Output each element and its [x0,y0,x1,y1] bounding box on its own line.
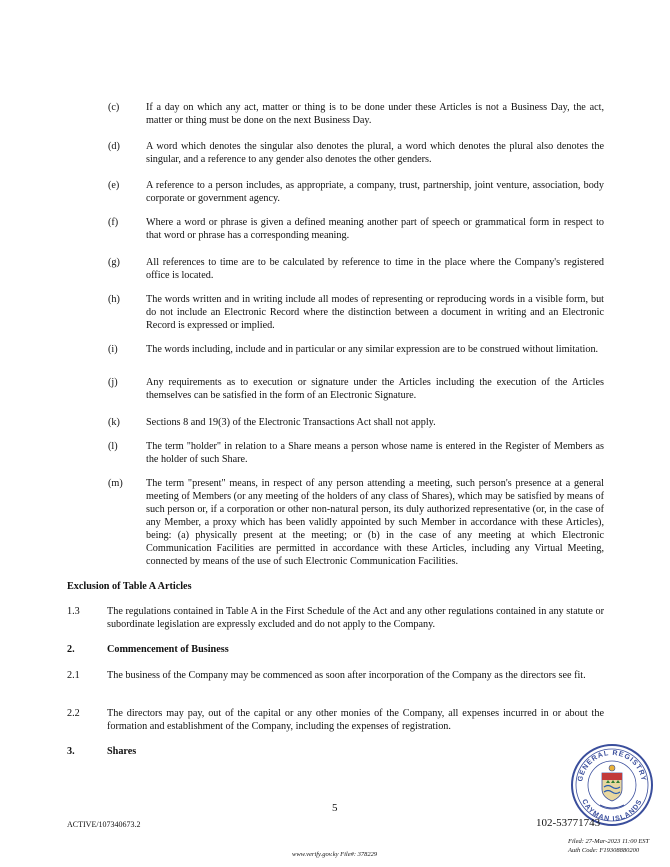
definition-label: (f) [108,217,119,228]
definition-label: (j) [108,377,118,388]
definition-label: (h) [108,294,120,305]
definition-label: (c) [108,102,120,113]
definition-label: (i) [108,344,118,355]
definition-label: (k) [108,417,120,428]
section-title: Shares [107,746,137,757]
definition-text: Where a word or phrase is given a defined meaning another part of speech or grammatical form in respect to that word or phrase has a corresponding meaning. [146,217,604,241]
definition-label: (m) [108,478,123,489]
clause-label: 2.1 [67,670,80,681]
filed-date: Filed: 27-Mar-2023 11:00 EST [568,838,650,845]
svg-text:CAYMAN ISLANDS: CAYMAN ISLANDS [580,798,644,824]
definition-text: The words written and in writing include all modes of representing or reproducing words in a visible form, but do not include an Electronic Record where the distinction between a document in writing and an Electronic Record is expressed or implied. [146,294,604,331]
definition-label: (d) [108,141,120,152]
filing-stamp [568,837,649,855]
definition-text: Sections 8 and 19(3) of the Electronic Transactions Act shall not apply. [146,417,436,428]
section-number: 3. [67,746,75,757]
registry-seal-icon [570,743,654,827]
definition-text: All references to time are to be calculated by reference to time in the place where the Company's registered office is located. [146,257,604,281]
svg-text:GENERAL REGISTRY: GENERAL REGISTRY [577,749,647,783]
clause-text: The regulations contained in Table A in the First Schedule of the Act and any other regulations contained in any statute or subordinate legislation are expressly excluded and do not apply to the Company. [107,606,604,630]
page-number: 5 [332,802,338,814]
definition-text: The term "present" means, in respect of any person attending a meeting, such person's presence at a general meeting of Members (or any meeting of the holders of any class of Shares), which may be satisfied by means of such person or, if a corporation or other non-natural person, its duly authorized representative (or, in the case of any Member, a proxy which has been validly appointed by such Member in accordance with these Articles), being: (a) physically present at the meeting; or (b) in the case of any meeting at which Electronic Communication Facilities are permitted in accordance with these Articles, including any Virtual Meeting, connected by means of the use of such Electronic Communication Facilities. [146,478,604,567]
exclusion-heading: Exclusion of Table A Articles [67,581,192,592]
section-number: 2. [67,644,75,655]
definition-text: Any requirements as to execution or signature under the Articles including the execution of the Articles themselves can be satisfied in the form of an Electronic Signature. [146,377,604,401]
auth-code: Auth Code: F19308880200 [568,847,640,854]
definition-text: The term "holder" in relation to a Share means a person whose name is entered in the Register of Members as the holder of such Share. [146,441,604,465]
definition-text: A reference to a person includes, as appropriate, a company, trust, partnership, joint venture, association, body corporate or government agency. [146,180,604,204]
clause-text: The directors may pay, out of the capital or any other monies of the Company, all expenses incurred in or about the formation and establishment of the Company, including the expenses of registration. [107,708,604,732]
definition-label: (g) [108,257,120,268]
definition-text: If a day on which any act, matter or thing is to be done under these Articles is not a Business Day, the act, matter or thing must be done on the next Business Day. [146,102,604,126]
document-reference: ACTIVE/107340673.2 [67,820,141,829]
clause-label: 2.2 [67,708,80,719]
section-title: Commencement of Business [107,644,229,655]
verification-url: www.verify.gov.ky File#: 378229 [292,851,378,858]
definition-label: (l) [108,441,118,452]
definition-text: The words including, include and in particular or any similar expression are to be construed without limitation. [146,344,599,355]
document-id: 102-53771743 [536,817,601,829]
definition-text: A word which denotes the singular also denotes the plural, a word which denotes the plural also denotes the singular, and a reference to any gender also denotes the other genders. [146,141,604,165]
clause-label: 1.3 [67,606,80,617]
definition-label: (e) [108,180,120,191]
clause-text: The business of the Company may be commenced as soon after incorporation of the Company as the directors see fit. [107,670,586,681]
